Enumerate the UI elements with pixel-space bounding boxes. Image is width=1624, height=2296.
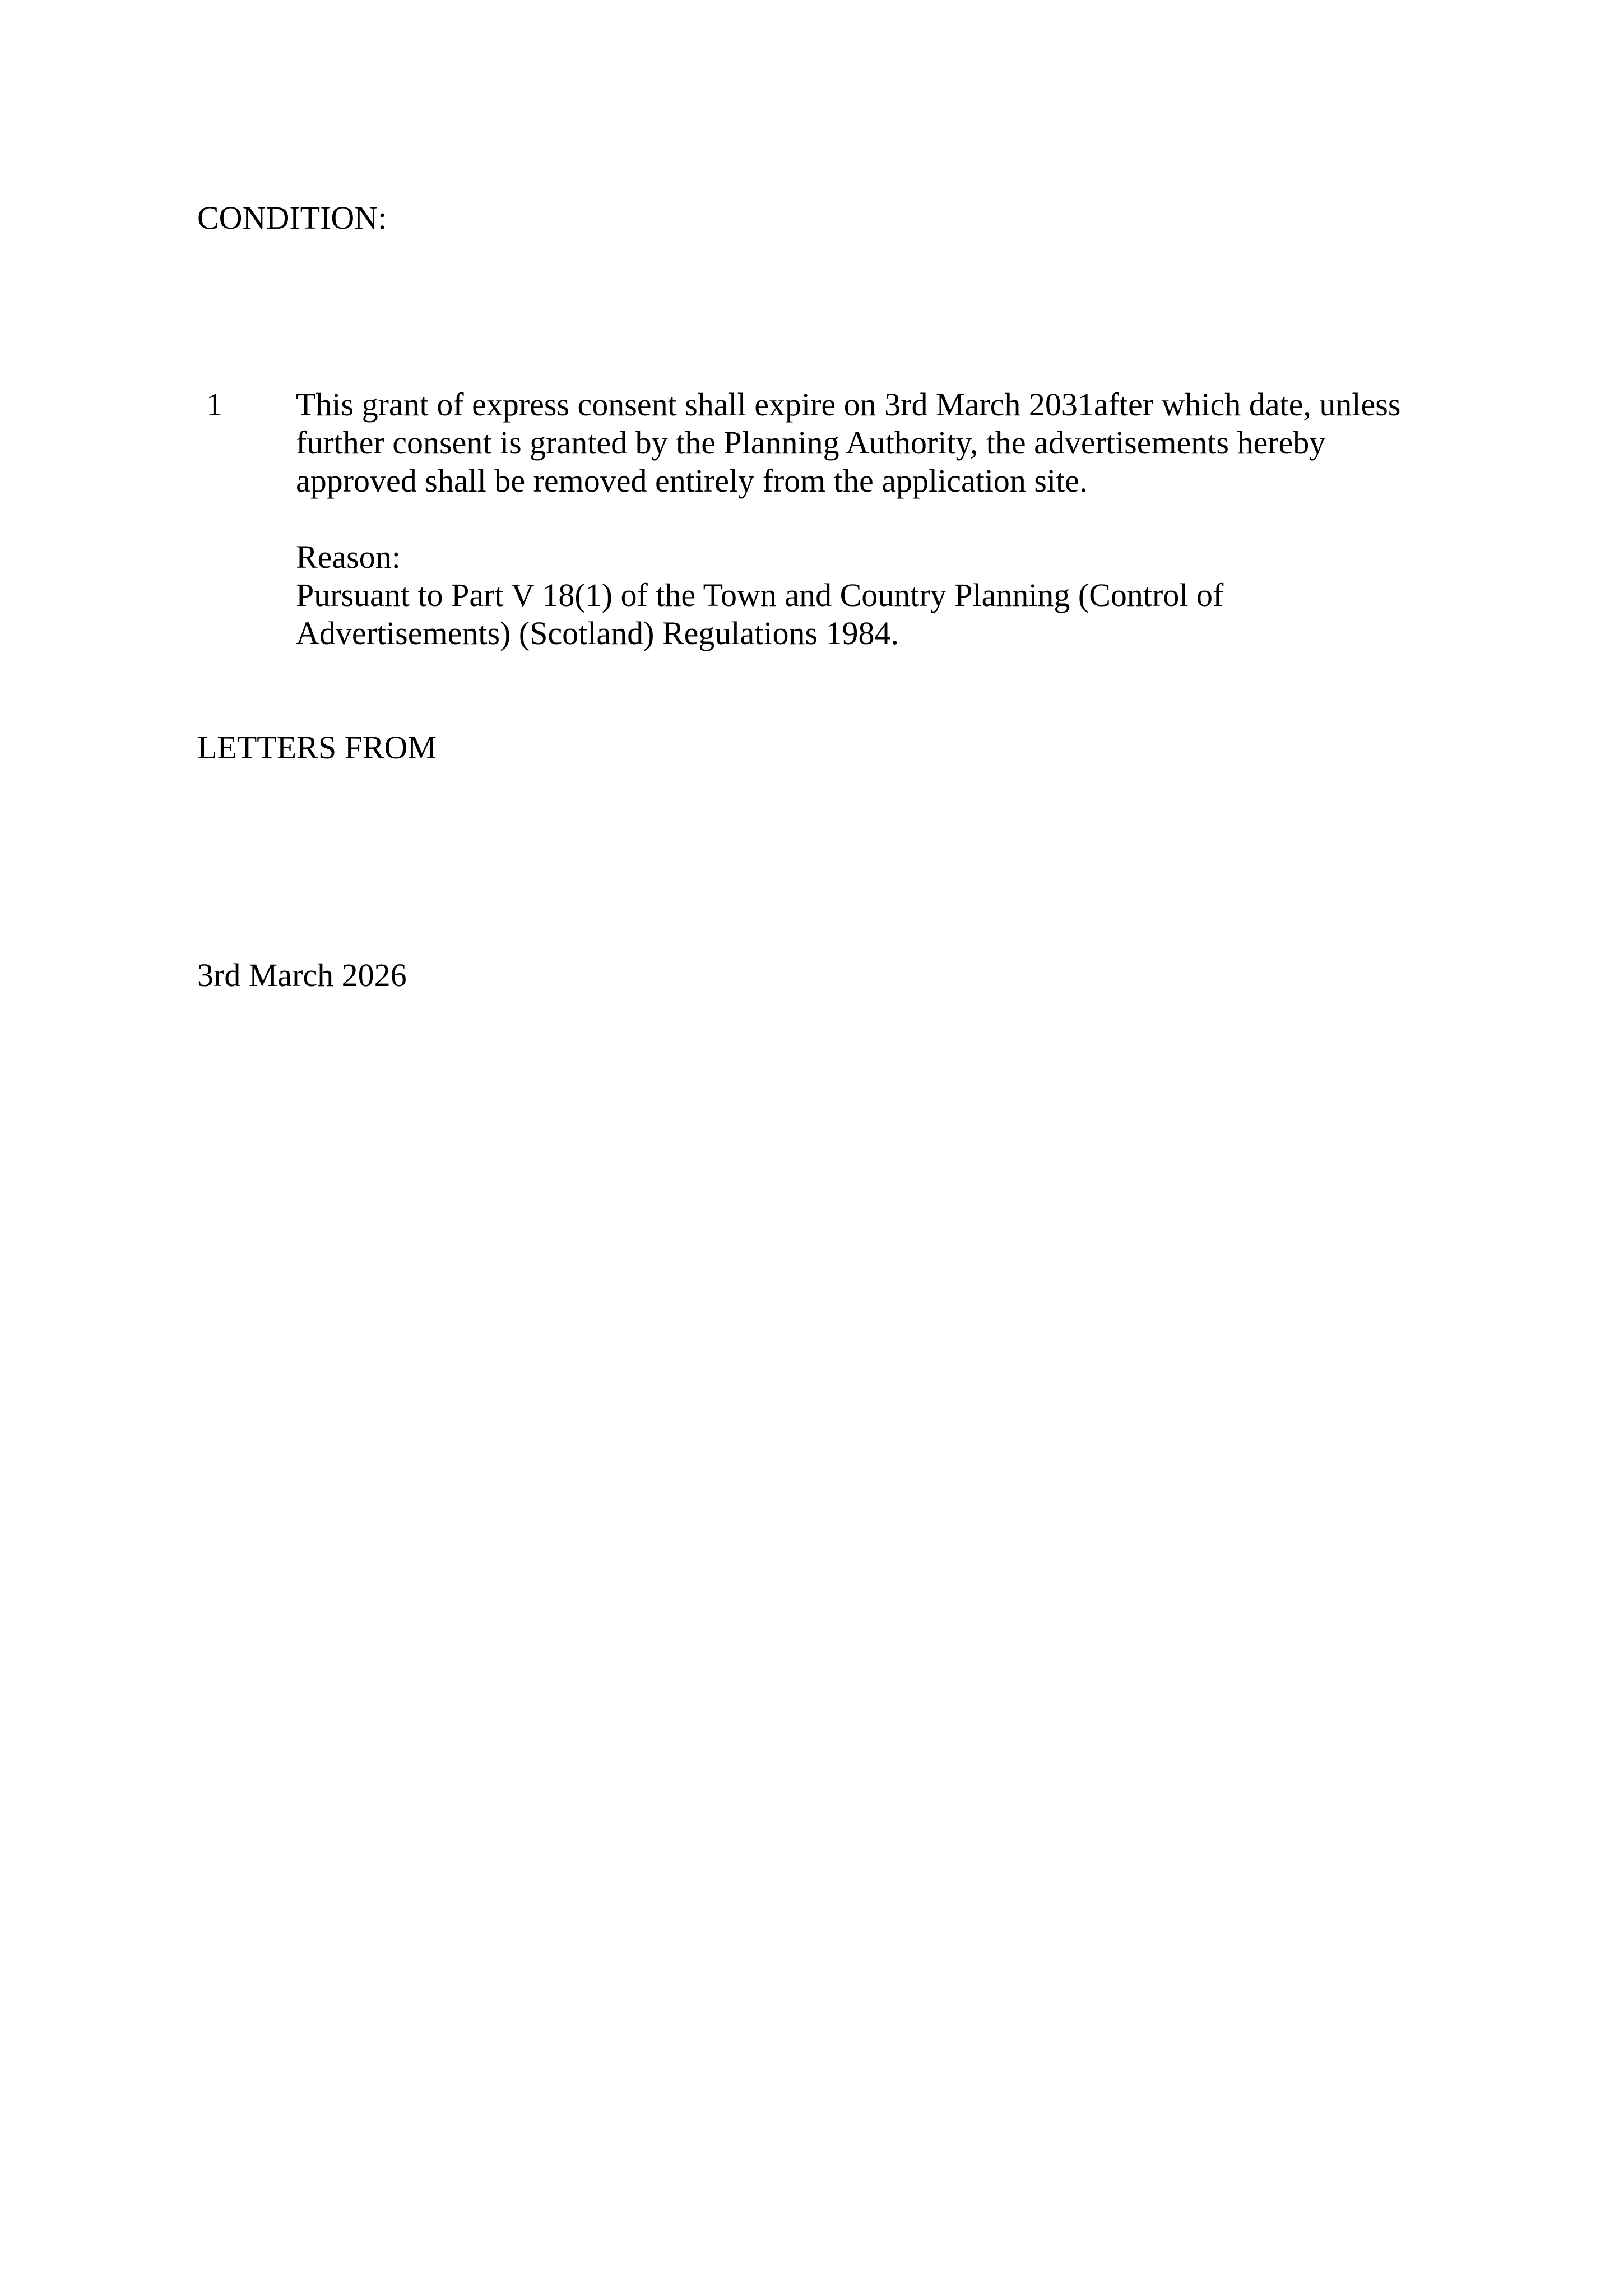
reason-label: Reason: <box>296 539 401 575</box>
letters-from-heading: LETTERS FROM <box>197 729 437 766</box>
reason-text-line: Pursuant to Part V 18(1) of the Town and Country Planning (Control of <box>296 577 1224 613</box>
condition-body-line: further consent is granted by the Planning Authority, the advertisements hereby <box>296 424 1326 461</box>
condition-heading: CONDITION: <box>197 200 387 236</box>
condition-number: 1 <box>206 386 222 423</box>
condition-body <box>296 386 1400 500</box>
condition-body-line: approved shall be removed entirely from the application site. <box>296 462 1088 499</box>
document-date: 3rd March 2026 <box>197 957 407 993</box>
reason-text-line: Advertisements) (Scotland) Regulations 1984. <box>296 615 899 651</box>
reason-text <box>296 576 1223 652</box>
condition-body-line: This grant of express consent shall expire on 3rd March 2031after which date, unless <box>296 386 1401 423</box>
